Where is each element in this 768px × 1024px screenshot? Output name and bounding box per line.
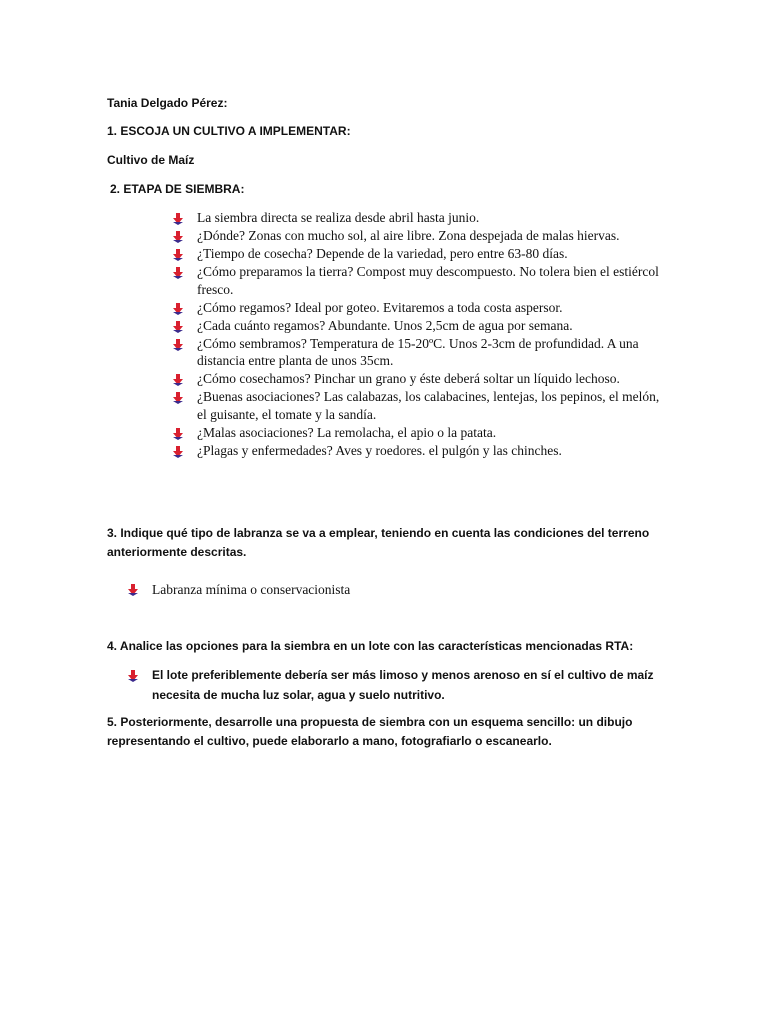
list-item xyxy=(172,245,667,263)
section-1-title: 1. ESCOJA UN CULTIVO A IMPLEMENTAR: xyxy=(107,124,351,138)
arrow-bullet-icon xyxy=(127,670,139,682)
arrow-bullet-icon xyxy=(172,428,184,440)
section-3-list xyxy=(127,580,667,599)
arrow-bullet-icon xyxy=(172,339,184,351)
list-item xyxy=(127,580,667,599)
list-item-text: ¿Cómo cosechamos? Pinchar un grano y éste deberá soltar un líquido lechoso. xyxy=(197,371,620,386)
arrow-bullet-icon xyxy=(172,267,184,279)
section-5-title: 5. Posteriormente, desarrolle una propuesta de siembra con un esquema sencillo: un dibujo representando el cultivo, puede elaborarlo a mano, fotografiarlo o escanearlo. xyxy=(107,715,633,748)
arrow-bullet-icon xyxy=(172,249,184,261)
section-3-title: 3. Indique qué tipo de labranza se va a emplear, teniendo en cuenta las condiciones del terreno anteriormente descritas. xyxy=(107,526,650,559)
list-item xyxy=(172,370,667,388)
arrow-bullet-icon xyxy=(172,231,184,243)
list-item-text: ¿Tiempo de cosecha? Depende de la variedad, pero entre 63-80 días. xyxy=(197,246,568,261)
list-item xyxy=(127,666,667,705)
section-1-answer: Cultivo de Maíz xyxy=(107,153,195,167)
list-item-text: ¿Plagas y enfermedades? Aves y roedores. el pulgón y las chinches. xyxy=(197,442,562,458)
list-item-text: ¿Cada cuánto regamos? Abundante. Unos 2,5cm de agua por semana. xyxy=(197,317,573,333)
list-item-text: El lote preferiblemente debería ser más limoso y menos arenoso en sí el cultivo de maíz necesita de mucha luz solar, agua y suelo nutritivo. xyxy=(152,668,654,702)
list-item xyxy=(172,209,667,227)
list-item-text: Labranza mínima o conservacionista xyxy=(152,582,351,597)
list-item xyxy=(172,263,667,298)
list-item-text: ¿Cómo preparamos la tierra? Compost muy descompuesto. No tolera bien el estiércol fresco. xyxy=(197,264,659,297)
list-item-text: ¿Cómo sembramos? Temperatura de 15-20ºC. Unos 2-3cm de profundidad. A una distancia entre planta de unos 35cm. xyxy=(197,335,639,368)
list-item xyxy=(172,424,667,442)
list-item-text: ¿Malas asociaciones? La remolacha, el apio o la patata. xyxy=(197,424,497,440)
list-item-text: ¿Cómo regamos? Ideal por goteo. Evitaremos a toda costa aspersor. xyxy=(197,299,563,315)
arrow-bullet-icon xyxy=(172,303,184,315)
author-name: Tania Delgado Pérez: xyxy=(107,96,228,110)
arrow-bullet-icon xyxy=(172,446,184,458)
section-2-list xyxy=(172,209,667,460)
list-item xyxy=(172,388,667,423)
section-4-list xyxy=(127,666,667,705)
list-item xyxy=(172,299,667,317)
arrow-bullet-icon xyxy=(172,213,184,225)
section-2-title: 2. ETAPA DE SIEMBRA: xyxy=(110,182,245,196)
list-item xyxy=(172,442,667,460)
list-item-text: ¿Buenas asociaciones? Las calabazas, los calabacines, lentejas, los pepinos, el melón, el guisante, el tomate y la sandía. xyxy=(197,389,660,422)
section-4-title: 4. Analice las opciones para la siembra en un lote con las características mencionadas RTA: xyxy=(107,639,634,653)
list-item-text: La siembra directa se realiza desde abril hasta junio. xyxy=(197,210,480,225)
list-item xyxy=(172,317,667,335)
arrow-bullet-icon xyxy=(172,392,184,404)
list-item xyxy=(172,227,667,245)
list-item-text: ¿Dónde? Zonas con mucho sol, al aire libre. Zona despejada de malas hiervas. xyxy=(197,228,620,243)
arrow-bullet-icon xyxy=(172,321,184,333)
arrow-bullet-icon xyxy=(127,584,139,596)
list-item xyxy=(172,335,667,370)
arrow-bullet-icon xyxy=(172,374,184,386)
